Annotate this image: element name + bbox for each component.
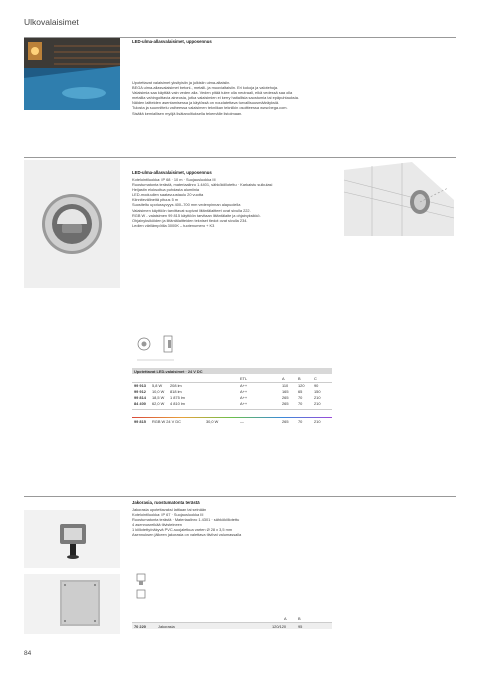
- table-row: 84 400 62,0 W 4 810 lm A++ 265 70 210: [134, 401, 321, 406]
- pool-luminaire-photo: [24, 160, 120, 288]
- section2-body: Kotelointiluokka: IP 68 · 10 m · Suojausluokka III Ruostumatonta terästä, materiaalinro 1.4401, sähkökiillotettu · Karkaistu suikulasi Heijastin eloksoitua puhdasta alumiinia LED-moduulien saatavuustaulu 20 vuotta Kiinnitevälineitä pituus 5 m Suositeltu upotussyvyys 400–700 mm vedenpinnan alapuolella Valaisimen käyttöön tarvittavat sopivat liitäntälaitteet ovat sivulla 222. RGB W - valaisimen 99 815 käyttöön tarvitaan liitäntälaite ja ohjainyksikkö. Ohjainyksiköiden ja liitäntälaitteiden tekniset tiedot ovat sivulla 234. Ledien värilämpötila 3000K – tuotenumero + K3: [132, 177, 273, 228]
- page-title: Ulkovalaisimet: [24, 17, 79, 27]
- section-divider: [24, 157, 456, 158]
- table-title: Upotettavat LED-valaisimet · 24 V DC: [134, 368, 203, 374]
- section3-heading: Jakorasia, ruostumatonta terästä: [132, 500, 200, 505]
- table-row: 99 814 18,5 W 1 875 lm A++ 265 70 210: [134, 395, 321, 400]
- section-divider: [24, 496, 456, 497]
- installation-diagram: [342, 160, 456, 236]
- junction-box-table: A B 70 220 Jakorasia 120/120 95: [132, 616, 332, 634]
- dimension-drawing: [134, 332, 190, 366]
- section1-heading: LED-ulma-allasvalaisimet, upposennus: [132, 39, 212, 44]
- table-row: 99 913 5,8 W 208 lm A++ 110 120 90: [134, 383, 319, 388]
- section3-body: Jakorasia upotettavaksi lattiaan tai seinään Kotelointiluokka: IP 67 · Suojausluokka III Ruostumatonta terästä · Materiaalinro 1.4301 · sähkökiillotettu 4 asennusreikää tiivisteineen 1 kiillotetty/näkyvä PVC-suojaletkua varten Ø 28 x 3,5 mm Asennuksen jälkeen jakorasia on valettava tiivihat valumassalla: [132, 507, 242, 538]
- dimension-drawing: [134, 572, 158, 602]
- page-number: 84: [24, 650, 32, 657]
- table-row-rgb: 99 815 RGB W 24 V DC 30,0 W — 265 70 210: [134, 419, 321, 424]
- section1-body: Upotettavat valaisimet yksityisiin ja julkisiin uima-altaisiin. BEGA uima-allasvalaisimet betoni-, metalli- ja muovialtaisiin. Eri kokoja ja valotehoja. Valaisimia saa käyttää vain veden alla. Veden pitää tulee olla neutraali, eikä vedessä saa olla metallia vahingoittavia aineosia, jotka valaisimien ei kerry haitallisia saostumia tai epäpuhtauksia. Näiden laitteiden asentamisessa ja käytössä on noudatettava turvallisuusmääräyksiä. Tulosta ja suunnittelu vaiheessa valaisimen tekniikan tekniikin osoitteessa www.bega.com. Sisältä kemiallisen myöjä lisätanolituksella tekemälle listolmaan.: [132, 80, 299, 116]
- table-row: 70 220 Jakorasia 120/120 95: [134, 623, 303, 629]
- luminaire-table: Upotettavat LED-valaisimet · 24 V DC ETL A B C 99 913 5,8 W 208 lm A++ 110 120 90 99 912 10,0 W 818 lm A++ 165 65 150 99 814 18,5 W 1 875 lm A++ 265 70 210 84 400 62,0 W 4 810 lm A++ 265 70 210 99 815 RGB W 24 V DC 30,0 W — 265 70 210: [132, 368, 332, 430]
- section2-heading: LED-ulma-allasvalaisimet, upposennus: [132, 170, 212, 175]
- junction-box-photo: [24, 510, 120, 568]
- pool-photo: [24, 38, 120, 110]
- cover-plate-photo: [24, 574, 120, 634]
- table-row: 99 912 10,0 W 818 lm A++ 165 65 150: [134, 389, 321, 394]
